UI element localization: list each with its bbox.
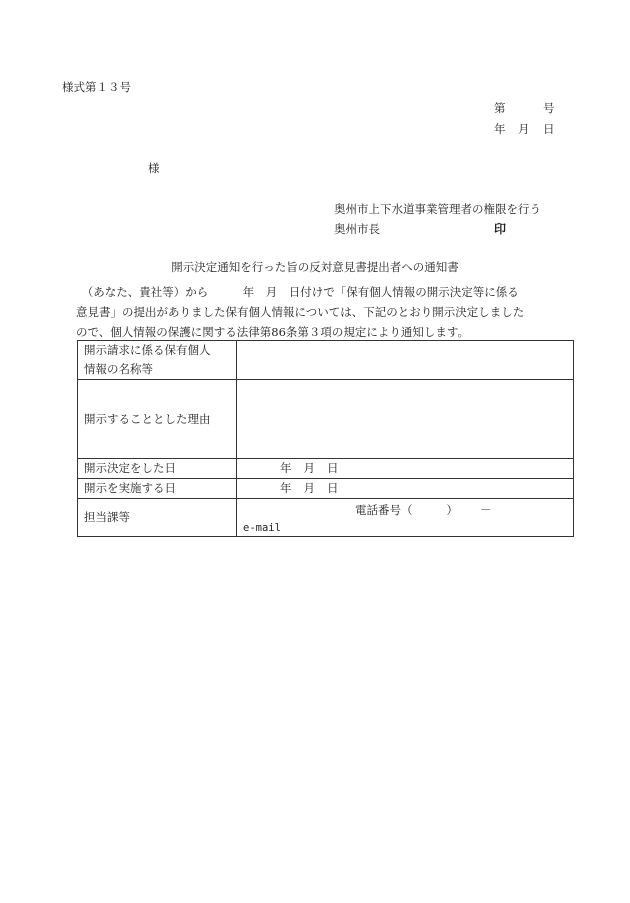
date-day: 日 [327, 481, 339, 495]
date-year: 年 [494, 122, 506, 136]
document-title: 開示決定通知を行った旨の反対意見書提出者への通知書 [171, 260, 459, 274]
seal-mark: 印 [494, 222, 507, 236]
department-label: 担当課等 [78, 499, 237, 537]
document-number-prefix: 第 [494, 101, 506, 115]
recipient-honorific: 様 [148, 161, 160, 175]
info-table [77, 340, 574, 537]
reason-value[interactable] [237, 380, 574, 459]
body-line: 意見書」の提出がありました保有個人情報については、下記のとおり開示決定しました [76, 305, 525, 319]
decision-date-label: 開示決定をした日 [78, 459, 237, 479]
info-name-value[interactable] [237, 341, 574, 380]
phone-paren-close: ） [446, 503, 458, 517]
date-year: 年 [280, 461, 292, 475]
date-day: 日 [327, 461, 339, 475]
body-paragraph [76, 282, 573, 342]
document-number-suffix: 号 [543, 101, 555, 115]
implementation-date-value[interactable] [237, 479, 574, 499]
reason-label: 開示することとした理由 [78, 380, 237, 459]
phone-label: 電話番号（ [355, 503, 413, 517]
phone-dash: － [480, 503, 492, 517]
table-row [78, 341, 574, 380]
date-day: 日 [543, 122, 555, 136]
issuer-title: 奥州市上下水道事業管理者の権限を行う [334, 202, 541, 216]
table-row [78, 479, 574, 499]
label-line: 開示請求に係る保有個人 [84, 343, 211, 357]
date-month: 月 [303, 481, 315, 495]
label-line: 情報の名称等 [84, 362, 153, 376]
implementation-date-label: 開示を実施する日 [78, 479, 237, 499]
body-line: （あなた、貴社等）から 年 月 日付けで「保有個人情報の開示決定等に係る [76, 285, 519, 299]
department-value[interactable] [237, 499, 574, 537]
email-label: e-mail [243, 522, 281, 534]
table-row [78, 459, 574, 479]
table-row [78, 380, 574, 459]
table-row [78, 499, 574, 537]
date-month: 月 [303, 461, 315, 475]
phone-number [355, 501, 492, 520]
body-line: ので、個人情報の保護に関する法律第86条第３項の規定により通知します。 [76, 325, 469, 339]
info-name-label [78, 341, 237, 380]
date-year: 年 [280, 481, 292, 495]
form-number: 様式第１３号 [62, 80, 131, 94]
date-month: 月 [518, 122, 530, 136]
issuer-name: 奥州市長 [334, 222, 380, 236]
decision-date-value[interactable] [237, 459, 574, 479]
